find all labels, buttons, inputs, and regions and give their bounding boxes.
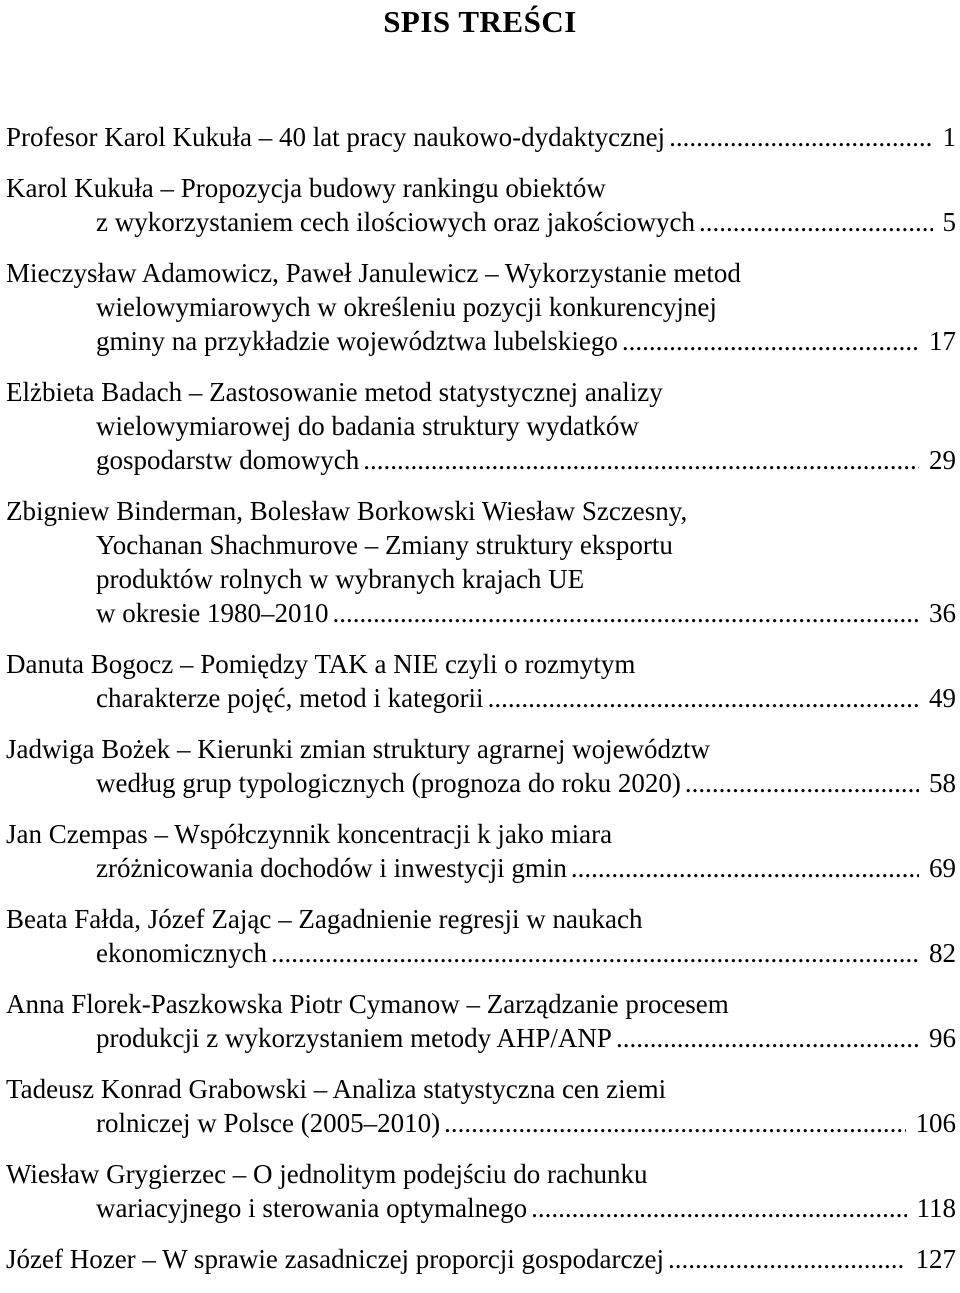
page-number: 106 bbox=[915, 1108, 956, 1138]
page-number: 17 bbox=[929, 326, 956, 356]
page-number: 29 bbox=[929, 445, 956, 475]
toc-entry-text: gospodarstw domowych bbox=[96, 445, 360, 475]
toc-entry-text: produktów rolnych w wybranych krajach UE bbox=[96, 564, 585, 594]
toc-entry-text: Danuta Bogocz – Pomiędzy TAK a NIE czyli o rozmytym bbox=[6, 649, 636, 679]
toc-entry-text: wielowymiarowych w określeniu pozycji konkurencyjnej bbox=[96, 292, 717, 322]
toc-entry-last-line bbox=[6, 1106, 956, 1140]
toc-entry-text: Profesor Karol Kukuła – 40 lat pracy naukowo-dydaktycznej bbox=[6, 122, 666, 152]
dot-leader bbox=[665, 120, 932, 154]
toc-entry-text: w okresie 1980–2010 bbox=[96, 598, 329, 628]
toc-entry-text: z wykorzystaniem cech ilościowych oraz jakościowych bbox=[96, 207, 696, 237]
toc-entry-text: Tadeusz Konrad Grabowski – Analiza statystyczna cen ziemi bbox=[6, 1074, 667, 1104]
dot-leader bbox=[612, 1021, 919, 1055]
page-number: 36 bbox=[929, 598, 956, 628]
page-number: 1 bbox=[942, 122, 956, 152]
page-number: 58 bbox=[929, 768, 956, 798]
toc-entry bbox=[6, 494, 956, 630]
toc-entry-text: Beata Fałda, Józef Zając – Zagadnienie regresji w naukach bbox=[6, 904, 643, 934]
page-number: 127 bbox=[915, 1244, 956, 1274]
toc-entry-text: Wiesław Grygierzec – O jednolitym podejściu do rachunku bbox=[6, 1159, 648, 1189]
toc-entry-text: Karol Kukuła – Propozycja budowy rankingu obiektów bbox=[6, 173, 606, 203]
toc-entry bbox=[6, 987, 956, 1055]
toc-entry-last-line bbox=[6, 1242, 956, 1276]
toc-entry-last-line bbox=[6, 851, 956, 885]
dot-leader bbox=[681, 766, 919, 800]
toc-entry-text: Józef Hozer – W sprawie zasadniczej proporcji gospodarczej bbox=[6, 1244, 664, 1274]
toc-entry-text: zróżnicowania dochodów i inwestycji gmin bbox=[96, 853, 567, 883]
toc-entry-text: Jan Czempas – Współczynnik koncentracji k jako miara bbox=[6, 819, 613, 849]
toc-entry-last-line bbox=[6, 120, 956, 154]
toc-entry-text: ekonomicznych bbox=[96, 938, 267, 968]
toc-entry-text: charakterze pojęć, metod i kategorii bbox=[96, 683, 484, 713]
page-number: 82 bbox=[929, 938, 956, 968]
table-of-contents bbox=[6, 120, 956, 1293]
toc-entry-last-line bbox=[6, 205, 956, 239]
toc-entry-text: produkcji z wykorzystaniem metody AHP/ANP bbox=[96, 1023, 612, 1053]
toc-entry-last-line bbox=[6, 936, 956, 970]
toc-entry bbox=[6, 1072, 956, 1140]
toc-entry bbox=[6, 902, 956, 970]
toc-entry bbox=[6, 256, 956, 358]
page-number: 96 bbox=[929, 1023, 956, 1053]
dot-leader bbox=[695, 205, 932, 239]
dot-leader bbox=[267, 936, 919, 970]
toc-entry-last-line bbox=[6, 443, 956, 477]
toc-entry-text: wariacyjnego i sterowania optymalnego bbox=[96, 1193, 528, 1223]
toc-entry-text: rolniczej w Polsce (2005–2010) bbox=[96, 1108, 441, 1138]
toc-entry-last-line bbox=[6, 1191, 956, 1225]
toc-entry-text: Elżbieta Badach – Zastosowanie metod statystycznej analizy bbox=[6, 377, 663, 407]
toc-entry-last-line bbox=[6, 766, 956, 800]
dot-leader bbox=[567, 851, 919, 885]
page-number: 5 bbox=[942, 207, 956, 237]
toc-entry bbox=[6, 732, 956, 800]
dot-leader bbox=[527, 1191, 906, 1225]
page-title: SPIS TREŚCI bbox=[383, 4, 577, 39]
dot-leader bbox=[440, 1106, 905, 1140]
toc-entry-last-line bbox=[6, 1021, 956, 1055]
toc-entry bbox=[6, 171, 956, 239]
page-number: 118 bbox=[916, 1193, 956, 1223]
toc-entry bbox=[6, 375, 956, 477]
toc-entry-text: Anna Florek-Paszkowska Piotr Cymanow – Zarządzanie procesem bbox=[6, 989, 729, 1019]
dot-leader bbox=[359, 443, 919, 477]
toc-entry-text: Mieczysław Adamowicz, Paweł Janulewicz – Wykorzystanie metod bbox=[6, 258, 741, 288]
dot-leader bbox=[328, 596, 919, 630]
toc-entry-text: wielowymiarowej do badania struktury wydatków bbox=[96, 411, 639, 441]
toc-entry-last-line bbox=[6, 681, 956, 715]
toc-entry-text: Zbigniew Binderman, Bolesław Borkowski Wiesław Szczesny, bbox=[6, 496, 688, 526]
toc-entry-text: gminy na przykładzie województwa lubelskiego bbox=[96, 326, 618, 356]
toc-entry-text: według grup typologicznych (prognoza do roku 2020) bbox=[96, 768, 681, 798]
dot-leader bbox=[664, 1242, 906, 1276]
toc-entry-last-line bbox=[6, 324, 956, 358]
toc-entry bbox=[6, 647, 956, 715]
toc-entry bbox=[6, 1157, 956, 1225]
toc-entry-last-line bbox=[6, 596, 956, 630]
toc-entry-text: Yochanan Shachmurove – Zmiany struktury eksportu bbox=[96, 530, 673, 560]
toc-entry bbox=[6, 120, 956, 154]
dot-leader bbox=[484, 681, 919, 715]
page-number: 69 bbox=[929, 853, 956, 883]
dot-leader bbox=[618, 324, 919, 358]
page-number: 49 bbox=[929, 683, 956, 713]
toc-entry bbox=[6, 1242, 956, 1276]
toc-entry bbox=[6, 817, 956, 885]
toc-entry-text: Jadwiga Bożek – Kierunki zmian struktury agrarnej województw bbox=[6, 734, 711, 764]
